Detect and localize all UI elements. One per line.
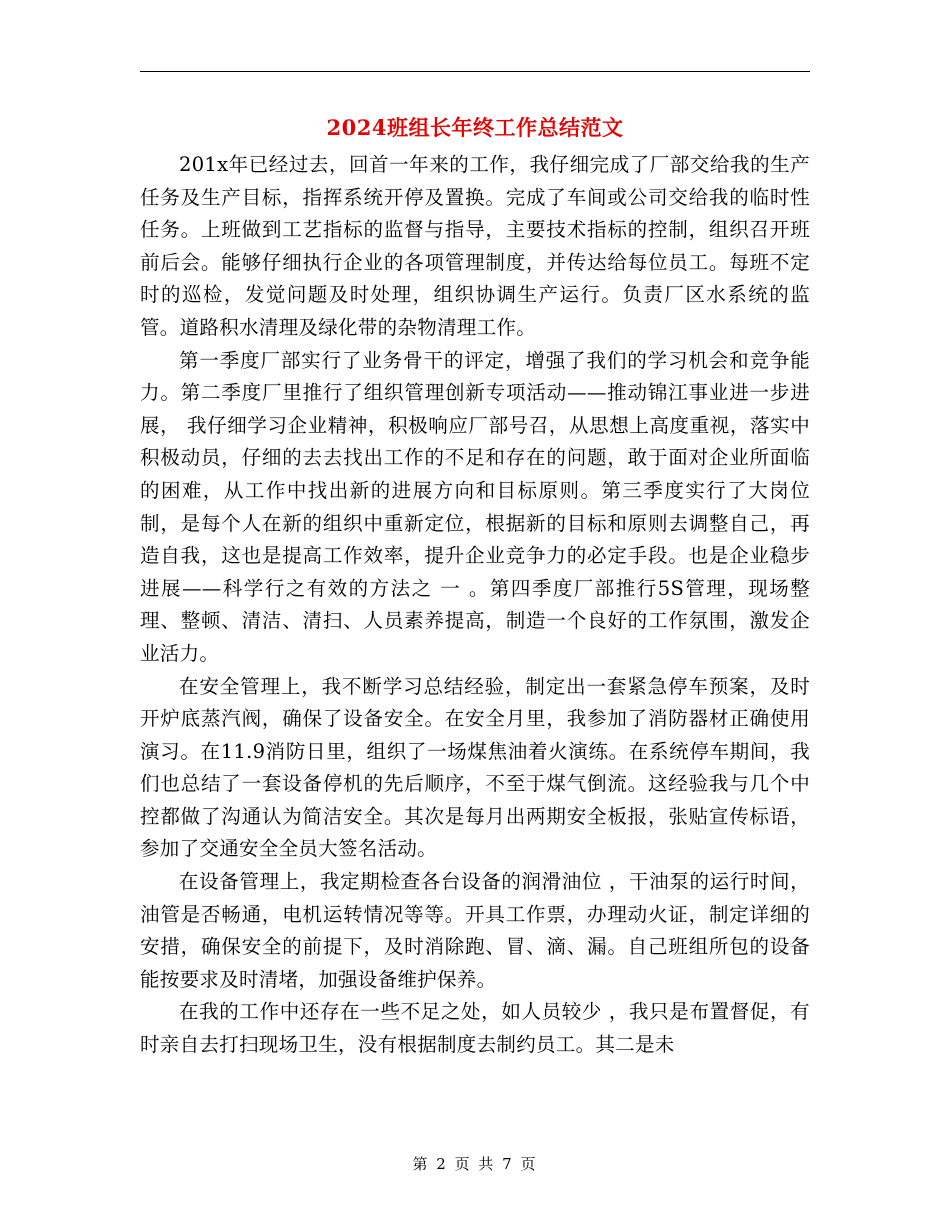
document-body [140,149,810,1062]
document-title: 2024班组长年终工作总结范文 [326,115,624,140]
paragraph-1: 201x年已经过去，回首一年来的工作，我仔细完成了厂部交给我的生产任务及生产目标，指挥系统开停及置换。完成了车间或公司交给我的临时性任务。上班做到工艺指标的监督与指导，主要技术指标的控制，组织召开班前后会。能够仔细执行企业的各项管理制度，并传达给每位员工。每班不定时的巡检，发觉问题及时处理，组织协调生产运行。负责厂区水系统的监管。道路积水清理及绿化带的杂物清理工作。 [140,153,810,339]
paragraph-4: 在设备管理上，我定期检查各台设备的润滑油位 ，干油泵的运行时间，油管是否畅通，电机运转情况等等。开具工作票，办理动火证，制定详细的安措，确保安全的前提下，及时消除跑、冒、滴、漏。自己班组所包的设备能按要求及时清堵，加强设备维护保养。 [140,870,810,991]
paragraph-5: 在我的工作中还存在一些不足之处，如人员较少 ，我只是布置督促，有时亲自去打扫现场卫生，没有根据制度去制约员工。其二是未 [140,1000,810,1057]
paragraph-2: 第一季度厂部实行了业务骨干的评定，增强了我们的学习机会和竞争能力。第二季度厂里推行了组织管理创新专项活动——推动锦江事业进一步进展， 我仔细学习企业精神，积极响应厂部号召，从思想上高度重视，落实中积极动员，仔细的去去找出工作的不足和存在的问题，敢于面对企业所面临的困难，从工作中找出新的进展方向和目标原则。第三季度实行了大岗位制，是每个人在新的组织中重新定位，根据新的目标和原则去调整自己，再造自我，这也是提高工作效率，提升企业竞争力的必定手段。也是企业稳步进展——科学行之有效的方法之 一 。第四季度厂部推行5S管理，现场整理、整顿、清洁、清扫、人员素养提高，制造一个良好的工作氛围，激发企业活力。 [140,348,810,665]
page-footer: 第 2 页 共 7 页 [412,1155,538,1173]
header-rule [140,71,810,72]
paragraph-3: 在安全管理上，我不断学习总结经验，制定出一套紧急停车预案，及时开炉底蒸汽阀，确保了设备安全。在安全月里，我参加了消防器材正确使用演习。在11.9消防日里，组织了一场煤焦油着火演练。在系统停车期间，我们也总结了一套设备停机的先后顺序，不至于煤气倒流。这经验我与几个中控都做了沟通认为简洁安全。其次是每月出两期安全板报，张贴宣传标语，参加了交通安全全员大签名活动。 [140,674,810,861]
